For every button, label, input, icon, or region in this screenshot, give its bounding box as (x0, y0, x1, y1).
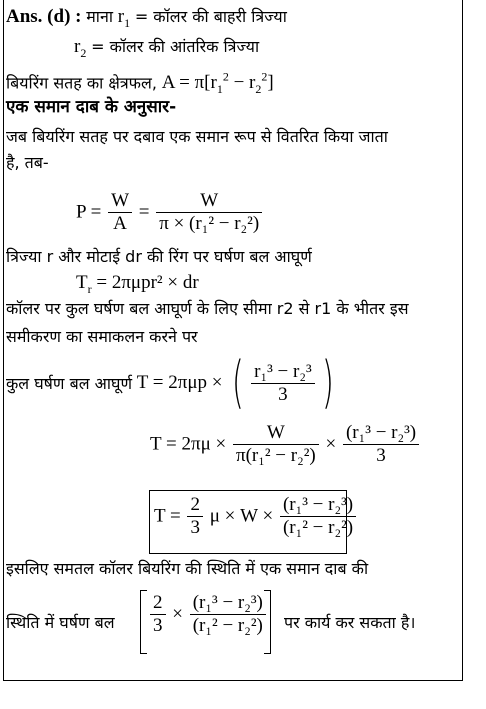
intro-text: माना (86, 7, 113, 26)
conclusion-pre: स्थिति में घर्षण बल (6, 613, 115, 632)
conclusion-left-bracket (140, 590, 147, 654)
pressure-fraction-1: $\frac{W}{A}$ (108, 190, 132, 235)
boxed-fraction-2: $\frac{\text{(r₁³ − r₂³)}}{\text{(r₁² − r₂²)}}$ (280, 494, 356, 539)
pressure-fraction-2: $\frac{W}{\text{π × (r₁² − r₂²)}}$ (156, 190, 262, 235)
boxed-equation: T = $\frac{2}{3}$ μ × W × $\frac{\text{(r₁³ − r₂³)}}{\text{(r₁² − r₂²)}}$ (154, 494, 358, 539)
conclusion-fraction-2: $\frac{\text{(r₁³ − r₂³)}}{\text{(r₁² − r₂²)}}$ (190, 592, 266, 637)
conclusion-equation: $\frac{2}{3}$ × $\frac{\text{(r₁³ − r₂³)}}{\text{(r₁² − r₂²)}}$ (148, 592, 268, 637)
answer-line-r2 (74, 36, 259, 64)
t-fraction-1: $\frac{W}{\text{π(r₁² − r₂²)}}$ (233, 422, 319, 467)
conclusion-line1: इसलिए समतल कॉलर बियरिंग की स्थिति में एक समान दाब की (6, 559, 369, 578)
area-text: बियरिंग सतह का क्षेत्रफल, (6, 73, 157, 93)
para2-line2: समीकरण का समाकलन करने पर (6, 327, 198, 346)
para2-line1: कॉलर पर कुल घर्षण बल आघूर्ण के लिए सीमा r2 से r1 के भीतर इस (6, 299, 409, 318)
r2-symbol: $r_2$ (74, 36, 87, 60)
answer-line-r1 (6, 6, 287, 34)
r2-description: = कॉलर की आंतरिक त्रिज्या (91, 37, 260, 56)
conclusion-right-bracket (264, 590, 271, 654)
r1-description: = कॉलर की बाहरी त्रिज्या (134, 7, 287, 26)
para1-line2: है, तब- (6, 153, 49, 172)
r1-symbol: $r_1$ (117, 6, 131, 30)
ring-text: त्रिज्या r और मोटाई dr की रिंग पर घर्षण बल आघूर्ण (6, 247, 312, 266)
pressure-equation: P = $\frac{W}{A}$ = $\frac{W}{\text{π × (r₁² − r₂²)}}$ (76, 190, 264, 235)
pressure-lhs: P = (76, 201, 102, 223)
section-heading: एक समान दाब के अनुसार- (6, 97, 177, 117)
area-line (6, 66, 274, 100)
para1-line1: जब बियरिंग सतह पर दबाव एक समान रूप से वितरित किया जाता (6, 127, 388, 146)
t-equation: T = 2πμ × $\frac{W}{\text{π(r₁² − r₂²)}}$ × $\frac{\text{(r₁³ − r₂³)}}{3}$ (150, 422, 421, 467)
conclusion-fraction-1: $\frac{2}{3}$ (150, 592, 166, 637)
total-torque-fraction: $\frac{\text{r₁³ − r₂³}}{3}$ (251, 361, 315, 406)
total-torque-equation: कुल घर्षण बल आघूर्ण T = 2πμp × ( $\frac{\text{r₁³ − r₂³}}{3}$ ) (6, 350, 334, 415)
boxed-fraction-1: $\frac{2}{3}$ (187, 494, 203, 539)
tr-equation: $T_r = 2\pi\mu pr^2$ × dr (76, 272, 199, 296)
t-fraction-2: $\frac{\text{(r₁³ − r₂³)}}{3}$ (343, 422, 419, 467)
total-torque-text: कुल घर्षण बल आघूर्ण (6, 374, 133, 393)
answer-label: Ans. (d) : (6, 6, 82, 27)
conclusion-post: पर कार्य कर सकता है। (284, 613, 416, 632)
area-formula: $A = \pi[r_1^2 - r_2^2]$ (161, 70, 274, 97)
